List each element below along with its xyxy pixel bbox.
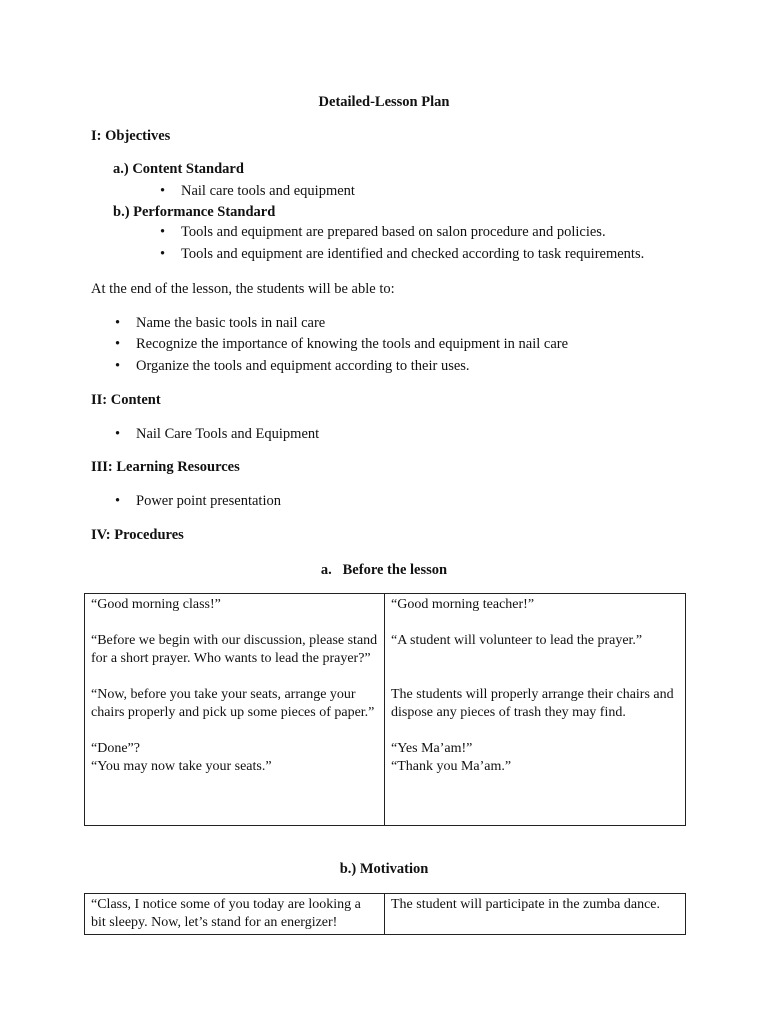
motivation-label: b.) Motivation [339, 861, 429, 877]
teacher-activity-cell [85, 594, 385, 826]
bullet-icon: • [115, 358, 121, 374]
content-standard-label: a.) Content Standard [113, 161, 244, 177]
bullet-icon: • [160, 224, 166, 240]
resources-heading: III: Learning Resources [91, 459, 240, 475]
bullet-icon: • [115, 426, 121, 442]
bullet-icon: • [115, 493, 121, 509]
bullet-icon: • [160, 183, 166, 199]
bullet-icon: • [160, 246, 166, 262]
performance-standard-label: b.) Performance Standard [113, 204, 276, 220]
teacher-line: “Done”? [91, 741, 140, 756]
teacher-line: “Good morning class!” [91, 597, 221, 612]
student-activity-cell [385, 594, 686, 826]
bullet-icon: • [115, 315, 121, 331]
objectives-heading: I: Objectives [91, 128, 171, 144]
teacher-line: “Class, I notice some of you today are looking a bit sleepy. Now, let’s stand for an energizer! [91, 897, 361, 930]
student-line: “Thank you Ma’am.” [391, 759, 512, 774]
student-line: “A student will volunteer to lead the prayer.” [391, 633, 643, 648]
student-line: “Good morning teacher!” [391, 597, 535, 612]
teacher-line: “Now, before you take your seats, arrange your chairs properly and pick up some pieces of paper.” [91, 687, 375, 720]
student-line: The student will participate in the zumba dance. [391, 897, 661, 912]
teacher-activity-cell [85, 894, 385, 935]
student-activity-cell [385, 894, 686, 935]
student-line: “Yes Ma’am!” [391, 741, 473, 756]
document-page: Detailed-Lesson Plan I: Objectives a.) Content Standard • Nail care tools and equipment b.) Performance Standard • Tools and equipment are prepared based on salon procedure and policies. • Tools and equipment are identified and checked according to task requirements. At the end of the lesson, the students will be able to: • Name the basic tools in nail care • Recognize the importance of knowing the tools and equipment in nail care • Organize the tools and equipment according to their uses. II: Content • Nail Care Tools and Equipment III: Learning Resources • Power point presentation IV: Procedures a. Before the lesson “Good morning class!” “Before we begin with our discussion, please stand for a short prayer. Who wants to lead the prayer?” “Now, before you take your seats, arrange your chairs properly and pick up some pieces of paper.” “Done”? “You may now take your seats.” “Good morning teacher!” “A student will volunteer to lead the prayer.” The students will properly arrange their chairs and dispose any pieces of trash they may find. “Yes Ma’am!” “Thank you Ma’am.” b.) Motivation “Class, I notice some of you today are looking a bit sleepy. Now, let’s stand for an energizer! The student will participate in the zumba dance. [0, 0, 768, 1024]
content-heading: II: Content [91, 392, 161, 408]
bullet-icon: • [115, 336, 121, 352]
teacher-line: “You may now take your seats.” [91, 759, 272, 774]
motivation-table [84, 893, 686, 935]
student-line: The students will properly arrange their chairs and dispose any pieces of trash they may find. [391, 687, 674, 720]
teacher-line: “Before we begin with our discussion, please stand for a short prayer. Who wants to lead the prayer?” [91, 633, 378, 666]
objectives-intro: At the end of the lesson, the students will be able to: [91, 281, 395, 297]
procedures-heading: IV: Procedures [91, 527, 184, 543]
table-row [85, 894, 686, 935]
table-row [85, 594, 686, 826]
before-lesson-table [84, 593, 686, 826]
before-lesson-label: a. Before the lesson [320, 562, 448, 578]
page-title: Detailed-Lesson Plan [318, 94, 450, 110]
